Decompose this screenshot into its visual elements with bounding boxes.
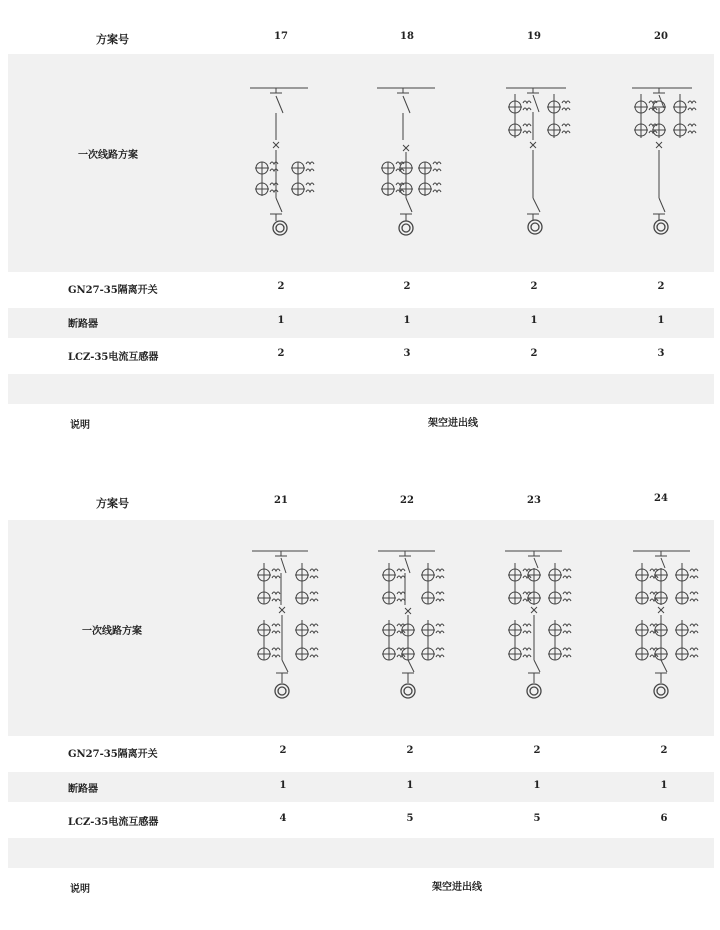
cell-value: 2: [660, 745, 668, 756]
cell-value: 1: [530, 315, 538, 326]
cell-value: 1: [403, 315, 411, 326]
scheme-number: 21: [274, 495, 288, 506]
note-text: 架空进出线: [432, 882, 482, 893]
note-label: 说明: [70, 420, 90, 431]
empty-row-background: [8, 374, 714, 404]
cell-value: 2: [530, 348, 538, 359]
cell-value: 2: [406, 745, 414, 756]
cell-value: 2: [403, 281, 411, 292]
scheme-number: 20: [654, 31, 668, 42]
cell-value: 2: [277, 281, 285, 292]
empty-row-background: [8, 838, 714, 868]
scheme-label: 方案号: [96, 33, 129, 46]
row-label-breaker: 断路器: [68, 319, 98, 330]
cell-value: 2: [277, 348, 285, 359]
cell-value: 2: [657, 281, 665, 292]
cell-value: 5: [533, 813, 541, 824]
cell-value: 6: [660, 813, 668, 824]
scheme-number: 22: [400, 495, 414, 506]
cell-value: 4: [279, 813, 287, 824]
diagram-label: 一次线路方案: [78, 150, 138, 161]
diagram-row-background: [8, 54, 714, 272]
scheme-number: 17: [274, 31, 288, 42]
note-text: 架空进出线: [428, 418, 478, 429]
row-label-ct: LCZ-35电流互感器: [68, 352, 159, 363]
cell-value: 1: [660, 780, 668, 791]
cell-value: 2: [279, 745, 287, 756]
scheme-number: 23: [527, 495, 541, 506]
row-label-isolator: GN27-35隔离开关: [68, 749, 158, 760]
cell-value: 3: [657, 348, 665, 359]
row-label-isolator: GN27-35隔离开关: [68, 285, 158, 296]
diagram-label: 一次线路方案: [82, 626, 142, 637]
breaker-row-background: [8, 772, 714, 802]
scheme-label: 方案号: [96, 497, 129, 510]
cell-value: 2: [533, 745, 541, 756]
breaker-row-background: [8, 308, 714, 338]
scheme-number: 24: [654, 493, 668, 504]
cell-value: 2: [530, 281, 538, 292]
cell-value: 1: [533, 780, 541, 791]
note-label: 说明: [70, 884, 90, 895]
cell-value: 1: [657, 315, 665, 326]
cell-value: 5: [406, 813, 414, 824]
row-label-breaker: 断路器: [68, 784, 98, 795]
cell-value: 1: [279, 780, 287, 791]
cell-value: 1: [406, 780, 414, 791]
scheme-number: 19: [527, 31, 541, 42]
scheme-number: 18: [400, 31, 414, 42]
row-label-ct: LCZ-35电流互感器: [68, 817, 159, 828]
cell-value: 3: [403, 348, 411, 359]
cell-value: 1: [277, 315, 285, 326]
